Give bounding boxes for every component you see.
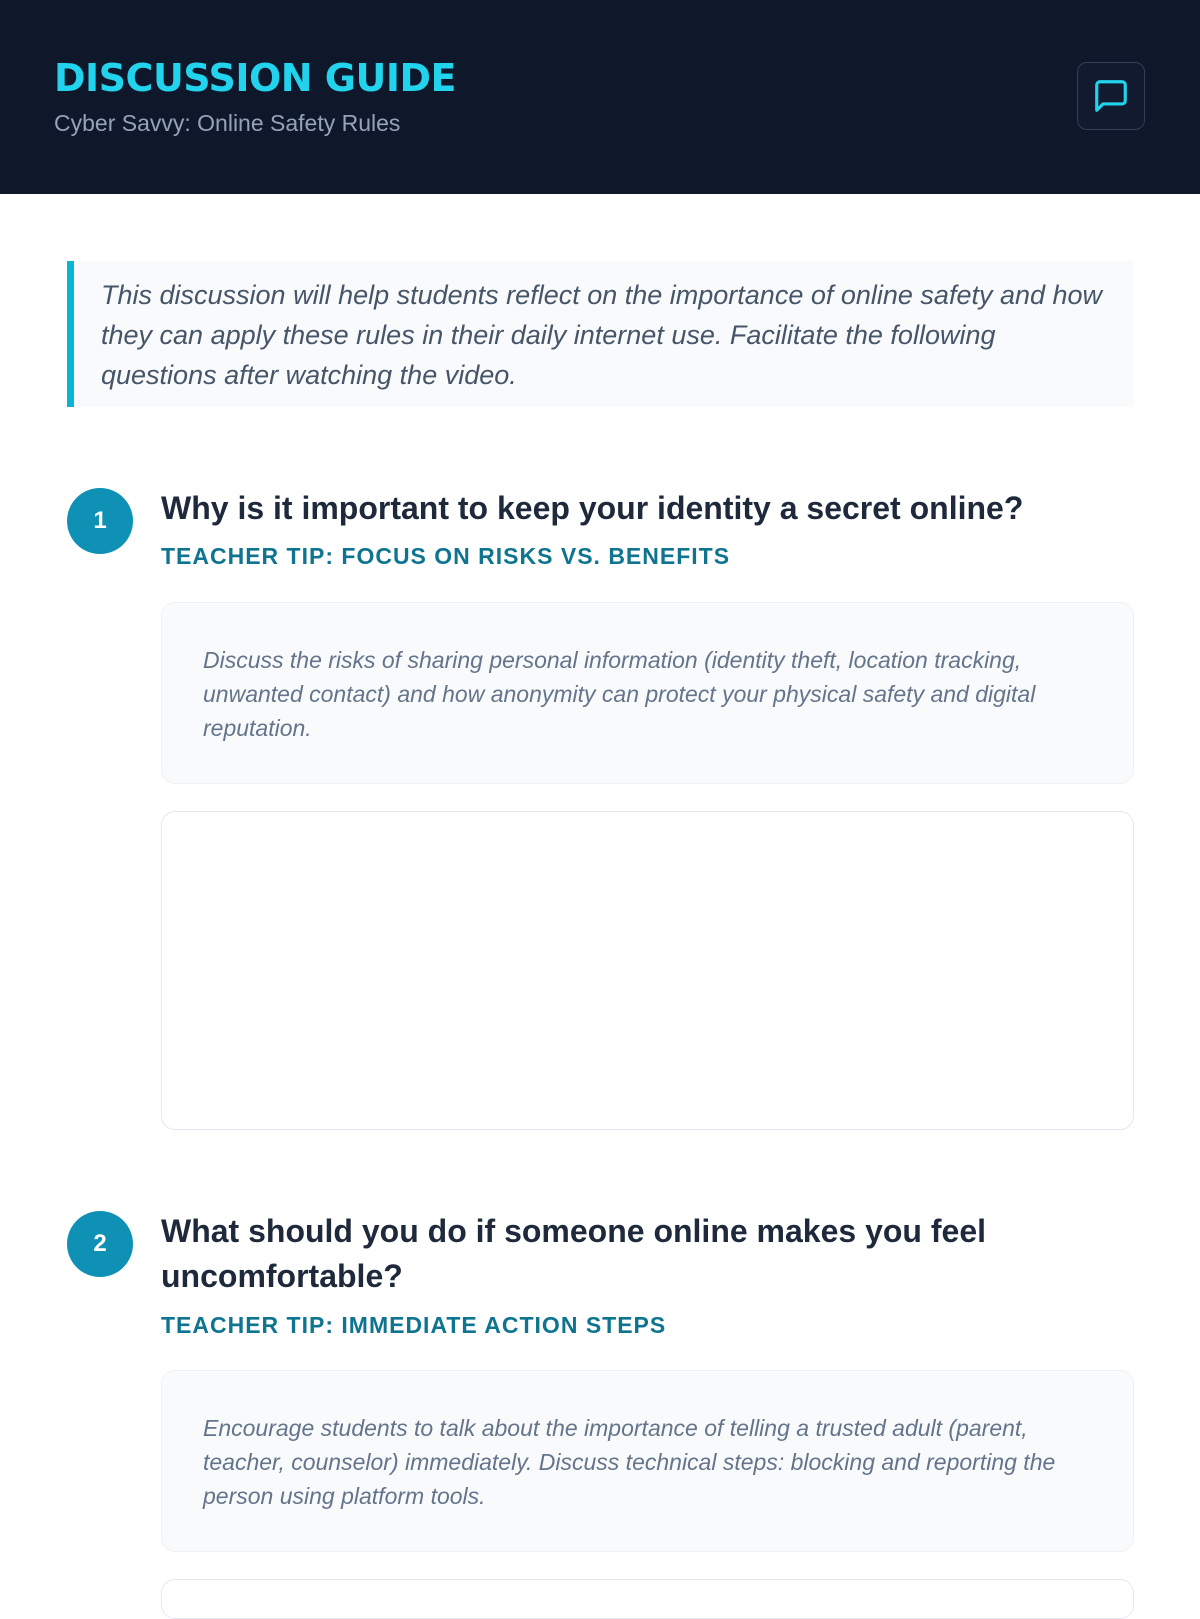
intro-callout: This discussion will help students reflect on the importance of online safety and how they can apply these rules in their daily internet use. Facilitate the following questions after watching the video. xyxy=(67,261,1134,407)
question-title: What should you do if someone online makes you feel uncomfortable? xyxy=(161,1213,986,1294)
page-title: DISCUSSION GUIDE xyxy=(54,56,456,100)
teacher-tip-box: Discuss the risks of sharing personal information (identity theft, location tracking, unwanted contact) and how anonymity can protect your physical safety and digital reputation. xyxy=(161,602,1134,784)
chat-button[interactable] xyxy=(1077,62,1145,130)
page-header xyxy=(0,0,1200,194)
teacher-tip-heading: TEACHER TIP: FOCUS ON RISKS VS. BENEFITS xyxy=(161,543,731,569)
answer-textarea[interactable] xyxy=(161,811,1134,1130)
teacher-tip-heading: TEACHER TIP: IMMEDIATE ACTION STEPS xyxy=(161,1312,667,1338)
question-number-badge: 1 xyxy=(67,488,133,554)
teacher-tip-box: Encourage students to talk about the importance of telling a trusted adult (parent, teacher, counselor) immediately. Discuss technical steps: blocking and reporting the person using platform tools. xyxy=(161,1370,1134,1552)
answer-textarea[interactable] xyxy=(161,1579,1134,1619)
question-number-badge: 2 xyxy=(67,1211,133,1277)
chat-bubble-icon xyxy=(1092,77,1130,115)
page-subtitle: Cyber Savvy: Online Safety Rules xyxy=(54,110,401,136)
question-title: Why is it important to keep your identity a secret online? xyxy=(161,490,1024,526)
